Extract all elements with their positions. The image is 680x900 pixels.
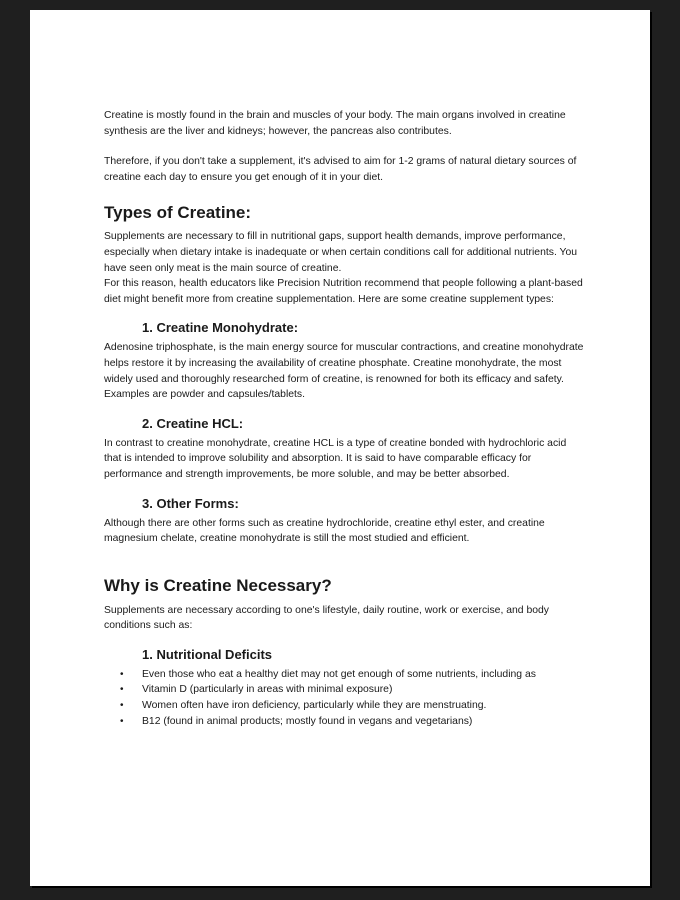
list-item-text: Even those who eat a healthy diet may not get enough of some nutrients, including as <box>142 668 536 680</box>
bullet-icon: • <box>120 715 124 727</box>
subsection-heading-monohydrate: 1. Creatine Monohydrate: <box>142 320 299 336</box>
subsection-heading-nutritional-deficits: 1. Nutritional Deficits <box>142 646 273 662</box>
deficits-bullet-list <box>104 667 584 729</box>
list-item <box>120 714 584 730</box>
subsection-text-other-forms: Although there are other forms such as creatine hydrochloride, creatine ethyl ester, and creatine magnesium chelate, creatine monohydrate is still the most studied and efficient. <box>104 517 545 545</box>
types-paragraph-1: Supplements are necessary to fill in nutritional gaps, support health demands, improve performance, especially when dietary intake is inadequate or when certain conditions call for additional nutrients. You have seen only meat is the main source of creatine. <box>104 231 578 274</box>
intro-paragraph-2: Therefore, if you don't take a supplement, it's advised to aim for 1-2 grams of natural dietary sources of creatine each day to ensure you get enough of it in your diet. <box>104 156 577 183</box>
subsection-text-monohydrate: Adenosine triphosphate, is the main energy source for muscular contractions, and creatine monohydrate helps restore it by increasing the availability of creatine phosphate. Creatine monohydrate, the most widely used and thoroughly researched form of creatine, is renowned for both its efficacy and safety. Examples are powder and capsules/tablets. <box>104 342 584 401</box>
types-heading: Types of Creatine: <box>104 203 252 223</box>
types-paragraph-2: For this reason, health educators like Precision Nutrition recommend that people following a plant-based diet might benefit more from creatine supplementation. Here are some creatine supplement types: <box>104 278 583 305</box>
why-paragraph: Supplements are necessary according to one's lifestyle, daily routine, work or exercise, and body conditions such as: <box>104 604 549 632</box>
list-item <box>120 682 584 698</box>
subsection-text-hcl: In contrast to creatine monohydrate, creatine HCL is a type of creatine bonded with hydrochloric acid that is intended to improve solubility and absorption. It is said to have comparable efficacy for performance and strength improvements, be more soluble, and may be better absorbed. <box>104 437 567 480</box>
bullet-icon: • <box>120 668 124 680</box>
why-heading: Why is Creatine Necessary? <box>104 575 332 595</box>
intro-paragraph-1: Creatine is mostly found in the brain and muscles of your body. The main organs involved in creatine synthesis are the liver and kidneys; however, the pancreas also contributes. <box>104 110 566 137</box>
list-item <box>120 698 584 714</box>
bullet-icon: • <box>120 684 124 696</box>
list-item-text: Women often have iron deficiency, particularly while they are menstruating. <box>142 700 487 712</box>
document-content <box>104 108 584 729</box>
list-item-text: Vitamin D (particularly in areas with minimal exposure) <box>142 684 393 696</box>
list-item <box>120 667 584 683</box>
bullet-icon: • <box>120 700 124 712</box>
list-item-text: B12 (found in animal products; mostly found in vegans and vegetarians) <box>142 715 473 727</box>
document-page <box>30 10 650 886</box>
subsection-heading-hcl: 2. Creatine HCL: <box>142 415 244 431</box>
subsection-heading-other-forms: 3. Other Forms: <box>142 495 239 511</box>
